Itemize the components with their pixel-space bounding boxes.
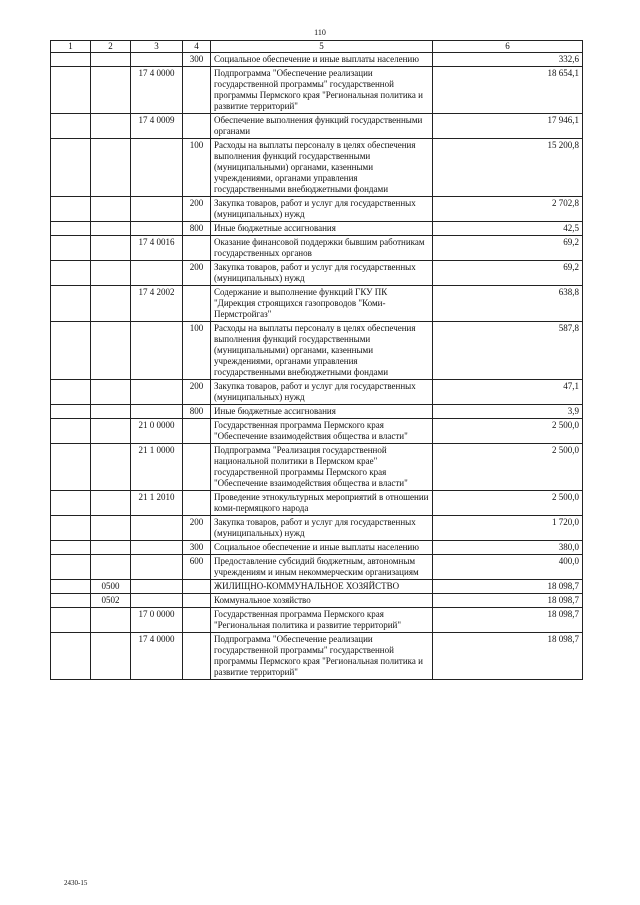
table-header-row xyxy=(51,41,583,53)
cell-expense-type xyxy=(183,236,211,261)
cell-subsection xyxy=(91,236,131,261)
cell-expense-type xyxy=(183,114,211,139)
cell-amount: 1 720,0 xyxy=(433,516,583,541)
cell-subsection xyxy=(91,261,131,286)
cell-section xyxy=(51,419,91,444)
cell-section xyxy=(51,380,91,405)
cell-name: Предоставление субсидий бюджетным, автономным учреждениям и иным некоммерческим организациям xyxy=(211,555,433,580)
cell-subsection: 0502 xyxy=(91,594,131,608)
cell-expense-type xyxy=(183,580,211,594)
cell-section xyxy=(51,139,91,197)
table-row xyxy=(51,380,583,405)
cell-subsection xyxy=(91,286,131,322)
cell-section xyxy=(51,222,91,236)
budget-table xyxy=(50,40,583,680)
cell-expense-type: 800 xyxy=(183,222,211,236)
cell-expense-type xyxy=(183,419,211,444)
cell-section xyxy=(51,286,91,322)
cell-section xyxy=(51,261,91,286)
cell-target-article: 17 4 0009 xyxy=(131,114,183,139)
cell-subsection xyxy=(91,53,131,67)
cell-amount: 587,8 xyxy=(433,322,583,380)
cell-subsection xyxy=(91,541,131,555)
cell-amount: 2 500,0 xyxy=(433,419,583,444)
cell-name: Расходы на выплаты персоналу в целях обеспечения выполнения функций государственными (муниципальными) органами, казенными учреждениями, органами управления государственными внебюджетными фондами xyxy=(211,139,433,197)
cell-amount: 69,2 xyxy=(433,261,583,286)
cell-subsection xyxy=(91,419,131,444)
header-cell: 1 xyxy=(51,41,91,53)
table-row xyxy=(51,541,583,555)
cell-subsection: 0500 xyxy=(91,580,131,594)
cell-amount: 42,5 xyxy=(433,222,583,236)
table-row xyxy=(51,114,583,139)
cell-target-article xyxy=(131,197,183,222)
cell-subsection xyxy=(91,197,131,222)
cell-subsection xyxy=(91,322,131,380)
header-cell: 4 xyxy=(183,41,211,53)
cell-target-article: 17 4 0000 xyxy=(131,633,183,680)
cell-amount: 18 098,7 xyxy=(433,594,583,608)
cell-subsection xyxy=(91,114,131,139)
table-row xyxy=(51,139,583,197)
cell-name: Подпрограмма "Обеспечение реализации государственной программы" государственной программы Пермского края "Региональная политика и развитие территорий" xyxy=(211,67,433,114)
cell-expense-type: 100 xyxy=(183,322,211,380)
cell-target-article: 21 1 2010 xyxy=(131,491,183,516)
header-cell: 6 xyxy=(433,41,583,53)
cell-name: Государственная программа Пермского края "Региональная политика и развитие территорий" xyxy=(211,608,433,633)
cell-name: Подпрограмма "Обеспечение реализации государственной программы" государственной программы Пермского края "Региональная политика и развитие территорий" xyxy=(211,633,433,680)
cell-subsection xyxy=(91,516,131,541)
cell-target-article xyxy=(131,322,183,380)
table-row xyxy=(51,633,583,680)
cell-subsection xyxy=(91,380,131,405)
table-row xyxy=(51,491,583,516)
cell-subsection xyxy=(91,633,131,680)
cell-name: Проведение этнокультурных мероприятий в отношении коми-пермяцкого народа xyxy=(211,491,433,516)
cell-section xyxy=(51,405,91,419)
cell-amount: 18 098,7 xyxy=(433,633,583,680)
cell-amount: 18 098,7 xyxy=(433,580,583,594)
table-row xyxy=(51,419,583,444)
cell-amount: 17 946,1 xyxy=(433,114,583,139)
cell-section xyxy=(51,594,91,608)
cell-expense-type: 200 xyxy=(183,516,211,541)
cell-target-article xyxy=(131,516,183,541)
cell-target-article: 21 1 0000 xyxy=(131,444,183,491)
cell-expense-type xyxy=(183,633,211,680)
table-body xyxy=(51,53,583,680)
page-number: 110 xyxy=(314,28,326,37)
cell-expense-type xyxy=(183,608,211,633)
cell-target-article: 21 0 0000 xyxy=(131,419,183,444)
table-row xyxy=(51,555,583,580)
cell-target-article xyxy=(131,139,183,197)
table-row xyxy=(51,222,583,236)
cell-expense-type xyxy=(183,491,211,516)
cell-expense-type xyxy=(183,286,211,322)
cell-section xyxy=(51,555,91,580)
cell-target-article xyxy=(131,405,183,419)
cell-amount: 69,2 xyxy=(433,236,583,261)
header-cell: 3 xyxy=(131,41,183,53)
cell-amount: 47,1 xyxy=(433,380,583,405)
cell-section xyxy=(51,541,91,555)
cell-subsection xyxy=(91,444,131,491)
cell-amount: 2 500,0 xyxy=(433,491,583,516)
cell-amount: 638,8 xyxy=(433,286,583,322)
cell-section xyxy=(51,608,91,633)
cell-subsection xyxy=(91,405,131,419)
cell-amount: 380,0 xyxy=(433,541,583,555)
cell-name: Обеспечение выполнения функций государственными органами xyxy=(211,114,433,139)
cell-subsection xyxy=(91,608,131,633)
cell-target-article: 17 0 0000 xyxy=(131,608,183,633)
cell-expense-type: 200 xyxy=(183,197,211,222)
cell-name: Государственная программа Пермского края "Обеспечение взаимодействия общества и власти" xyxy=(211,419,433,444)
cell-name: Социальное обеспечение и иные выплаты населению xyxy=(211,53,433,67)
table-row xyxy=(51,286,583,322)
cell-expense-type xyxy=(183,594,211,608)
cell-subsection xyxy=(91,139,131,197)
cell-name: Расходы на выплаты персоналу в целях обеспечения выполнения функций государственными (муниципальными) органами, казенными учреждениями, органами управления государственными внебюджетными фондами xyxy=(211,322,433,380)
cell-expense-type: 600 xyxy=(183,555,211,580)
cell-amount: 2 702,8 xyxy=(433,197,583,222)
cell-expense-type: 100 xyxy=(183,139,211,197)
cell-expense-type: 200 xyxy=(183,261,211,286)
table-row xyxy=(51,67,583,114)
cell-name: Оказание финансовой поддержки бывшим работникам государственных органов xyxy=(211,236,433,261)
cell-section xyxy=(51,67,91,114)
table-row xyxy=(51,594,583,608)
cell-target-article xyxy=(131,594,183,608)
header-cell: 2 xyxy=(91,41,131,53)
table-row xyxy=(51,405,583,419)
cell-name: Социальное обеспечение и иные выплаты населению xyxy=(211,541,433,555)
cell-target-article xyxy=(131,555,183,580)
cell-name: Иные бюджетные ассигнования xyxy=(211,405,433,419)
cell-expense-type: 200 xyxy=(183,380,211,405)
cell-target-article xyxy=(131,380,183,405)
cell-amount: 3,9 xyxy=(433,405,583,419)
cell-section xyxy=(51,53,91,67)
cell-target-article xyxy=(131,580,183,594)
cell-amount: 15 200,8 xyxy=(433,139,583,197)
cell-name: Подпрограмма "Реализация государственной национальной политики в Пермском крае" государственной программы Пермского края "Обеспечение взаимодействия общества и власти" xyxy=(211,444,433,491)
cell-expense-type: 800 xyxy=(183,405,211,419)
cell-subsection xyxy=(91,67,131,114)
cell-section xyxy=(51,236,91,261)
cell-subsection xyxy=(91,555,131,580)
cell-section xyxy=(51,444,91,491)
cell-name: Иные бюджетные ассигнования xyxy=(211,222,433,236)
cell-expense-type xyxy=(183,444,211,491)
cell-section xyxy=(51,633,91,680)
cell-subsection xyxy=(91,491,131,516)
cell-amount: 18 654,1 xyxy=(433,67,583,114)
cell-target-article xyxy=(131,541,183,555)
cell-section xyxy=(51,114,91,139)
cell-name: Закупка товаров, работ и услуг для государственных (муниципальных) нужд xyxy=(211,261,433,286)
cell-section xyxy=(51,322,91,380)
table-row xyxy=(51,608,583,633)
cell-expense-type xyxy=(183,67,211,114)
cell-expense-type: 300 xyxy=(183,53,211,67)
cell-target-article: 17 4 0000 xyxy=(131,67,183,114)
cell-section xyxy=(51,580,91,594)
cell-target-article: 17 4 2002 xyxy=(131,286,183,322)
cell-name: Закупка товаров, работ и услуг для государственных (муниципальных) нужд xyxy=(211,380,433,405)
table-row xyxy=(51,53,583,67)
cell-amount: 400,0 xyxy=(433,555,583,580)
cell-target-article: 17 4 0016 xyxy=(131,236,183,261)
cell-name: ЖИЛИЩНО-КОММУНАЛЬНОЕ ХОЗЯЙСТВО xyxy=(211,580,433,594)
cell-name: Коммунальное хозяйство xyxy=(211,594,433,608)
cell-name: Закупка товаров, работ и услуг для государственных (муниципальных) нужд xyxy=(211,197,433,222)
cell-target-article xyxy=(131,53,183,67)
table-row xyxy=(51,261,583,286)
document-code: 2430-15 xyxy=(64,879,88,887)
table-row xyxy=(51,322,583,380)
table-row xyxy=(51,516,583,541)
cell-expense-type: 300 xyxy=(183,541,211,555)
table-row xyxy=(51,197,583,222)
cell-amount: 2 500,0 xyxy=(433,444,583,491)
cell-target-article xyxy=(131,222,183,236)
cell-section xyxy=(51,491,91,516)
table-row xyxy=(51,444,583,491)
cell-target-article xyxy=(131,261,183,286)
table-row xyxy=(51,580,583,594)
cell-subsection xyxy=(91,222,131,236)
table-row xyxy=(51,236,583,261)
cell-section xyxy=(51,197,91,222)
cell-name: Содержание и выполнение функций ГКУ ПК "Дирекция строящихся газопроводов "Коми-Пермстройгаз" xyxy=(211,286,433,322)
cell-amount: 332,6 xyxy=(433,53,583,67)
header-cell: 5 xyxy=(211,41,433,53)
cell-name: Закупка товаров, работ и услуг для государственных (муниципальных) нужд xyxy=(211,516,433,541)
cell-amount: 18 098,7 xyxy=(433,608,583,633)
cell-section xyxy=(51,516,91,541)
